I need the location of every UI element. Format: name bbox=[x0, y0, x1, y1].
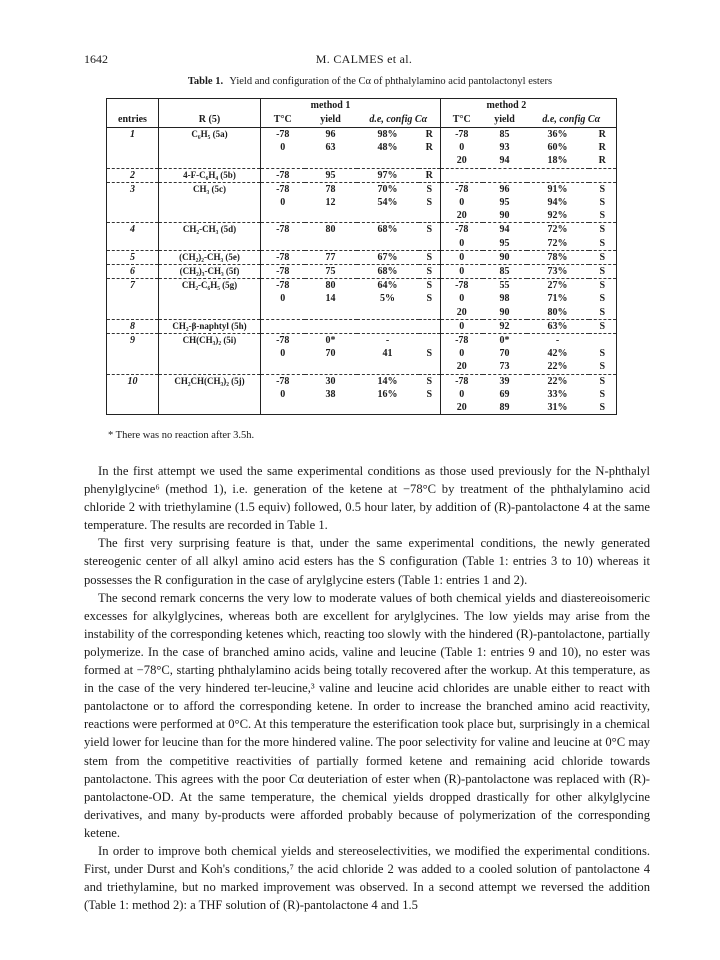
cell-r bbox=[159, 360, 261, 374]
cell-de2: 27% bbox=[547, 280, 568, 292]
cell-cf1 bbox=[419, 209, 441, 223]
cell-cf2: S bbox=[599, 224, 606, 236]
cell-y1: 80 bbox=[325, 224, 336, 236]
cell-y2: 69 bbox=[499, 388, 510, 400]
cell-de1 bbox=[357, 319, 419, 333]
cell-y1: 38 bbox=[325, 388, 336, 400]
cell-cf1 bbox=[419, 401, 441, 415]
cell-t1: -78 bbox=[261, 279, 305, 293]
cell-y1: 0* bbox=[325, 335, 336, 347]
cell-cf2: S bbox=[589, 360, 617, 374]
method1-header: method 1 bbox=[310, 100, 351, 111]
cell-t1: -78 bbox=[261, 128, 305, 142]
cell-de2: 94% bbox=[547, 197, 568, 209]
cell-t2: -78 bbox=[441, 223, 483, 237]
cell-de1: 5% bbox=[380, 293, 395, 305]
cell-cf2: S bbox=[599, 197, 606, 209]
cell-de2: - bbox=[555, 335, 560, 347]
cell-entry bbox=[107, 237, 159, 251]
cell-cf1: S bbox=[419, 250, 441, 264]
cell-y1 bbox=[305, 209, 357, 223]
cell-y1 bbox=[305, 237, 357, 251]
col-entries: entries bbox=[107, 113, 159, 128]
cell-entry bbox=[107, 347, 159, 360]
cell-r bbox=[159, 388, 261, 401]
table-row bbox=[107, 319, 617, 333]
cell-y2: 96 bbox=[499, 183, 510, 195]
col-t1: T°C bbox=[261, 113, 305, 128]
cell-y1: 80 bbox=[325, 280, 336, 292]
cell-de1: 68% bbox=[357, 265, 419, 279]
cell-cf2: S bbox=[599, 183, 606, 195]
cell-entry: 3 bbox=[130, 183, 135, 195]
cell-y1: 78 bbox=[325, 183, 336, 195]
cell-r: CH₂-β-naphtyl (5h) bbox=[159, 319, 261, 333]
cell-t2: 20 bbox=[441, 306, 483, 320]
table-row bbox=[107, 182, 617, 196]
cell-t2: 0 bbox=[441, 319, 483, 333]
cell-y2: 55 bbox=[499, 280, 510, 292]
cell-de1: 97% bbox=[357, 168, 419, 182]
cell-cf1: S bbox=[426, 183, 433, 195]
cell-t2: -78 bbox=[441, 279, 483, 293]
cell-de1: 16% bbox=[377, 388, 398, 400]
cell-de1: 67% bbox=[357, 250, 419, 264]
cell-entry bbox=[107, 388, 159, 401]
cell-y1: 63 bbox=[325, 142, 336, 154]
cell-y2: 95 bbox=[483, 237, 527, 251]
table-row bbox=[107, 360, 617, 374]
cell-cf2: S bbox=[589, 319, 617, 333]
cell-y2: 93 bbox=[499, 142, 510, 154]
cell-de2: 72% bbox=[527, 237, 589, 251]
cell-y2: 90 bbox=[483, 209, 527, 223]
cell-cf2: R bbox=[598, 142, 606, 154]
cell-y1: 77 bbox=[305, 250, 357, 264]
cell-y2: 98 bbox=[499, 293, 510, 305]
cell-t1 bbox=[261, 209, 305, 223]
cell-t2: -78 bbox=[441, 128, 483, 142]
cell-de2: 72% bbox=[547, 224, 568, 236]
cell-t1: -78 bbox=[261, 250, 305, 264]
cell-y1: 14 bbox=[325, 293, 336, 305]
cell-r: CH₂CH(CH₃)₂ (5j) bbox=[159, 374, 261, 388]
cell-t1: -78 bbox=[261, 168, 305, 182]
page-header bbox=[84, 52, 644, 68]
results-table-container bbox=[106, 98, 616, 415]
cell-entry bbox=[107, 141, 159, 154]
cell-entry: 9 bbox=[130, 335, 135, 347]
cell-y1: 12 bbox=[325, 197, 336, 209]
cell-t1: -78 bbox=[261, 265, 305, 279]
cell-cf1: R bbox=[425, 129, 433, 140]
cell-entry bbox=[107, 196, 159, 209]
cell-y2 bbox=[483, 168, 527, 182]
results-table bbox=[106, 98, 617, 415]
cell-cf1: S bbox=[426, 388, 433, 400]
table-body bbox=[107, 128, 617, 415]
cell-de2: 92% bbox=[527, 209, 589, 223]
cell-y1 bbox=[305, 401, 357, 415]
cell-entry: 8 bbox=[107, 319, 159, 333]
cell-t1: 0 bbox=[261, 388, 305, 401]
method2-header: method 2 bbox=[486, 100, 527, 111]
cell-r bbox=[159, 196, 261, 209]
cell-entry bbox=[107, 154, 159, 168]
cell-y2: 92 bbox=[483, 319, 527, 333]
cell-r bbox=[159, 347, 261, 360]
cell-de2: 80% bbox=[527, 306, 589, 320]
cell-de1 bbox=[357, 237, 419, 251]
col-t2: T°C bbox=[441, 113, 483, 128]
cell-de1 bbox=[357, 154, 419, 168]
cell-t1 bbox=[261, 360, 305, 374]
cell-r: CH₃ (5c) bbox=[159, 182, 261, 196]
cell-cf1: S bbox=[426, 197, 433, 209]
paragraph-3: The second remark concerns the very low to moderate values of both chemical yields and diastereoisomeric excesses for alkylglycines, whereas both are excellent for arylglycines. The low yields may arise from the instability of the corresponding ketenes which, reacting too slowly with the hindered (R)-pantolactone, partially polymerize. In the case of branched amino acids, valine and leucine (Table 1: entries 9 and 10), no ester was formed at −78°C, starting phthalylamino acids being totally recovered after the workup. At this temperature, as in the case of the very hindered ter-leucine,³ valine and leucine acid chlorides are unable either to react with pantolactone or to afford the corresponding ketene. In order to increase the branched amino acid reactivity, reactions were performed at 0°C. At this temperature the esterification took place but, surprisingly in a chemical yield lower for leucine than for the more hindered valine. The poor selectivity for valine and leucine at 0°C may stem from the competitive reactivities of partially formed ketene and remaining acid chloride towards pantolactone. This agrees with the poor Cα deuteriation of ester when (R)-pantolactone was replaced with (R)-pantolactone-OD. At the same temperature, the chemical yields dropped drastically for other alkylglycine derivatives, and many by-products were afforded probably because of polymerization of the corresponding ketene. bbox=[84, 590, 650, 840]
cell-de2: 31% bbox=[547, 402, 568, 414]
cell-t2: 20 bbox=[441, 209, 483, 223]
cell-de2: 63% bbox=[527, 319, 589, 333]
cell-t2: -78 bbox=[441, 334, 483, 348]
cell-y1 bbox=[305, 306, 357, 320]
cell-y2: 90 bbox=[483, 306, 527, 320]
cell-de2: 18% bbox=[527, 154, 589, 168]
cell-cf2: S bbox=[589, 237, 617, 251]
cell-y2: 85 bbox=[499, 129, 510, 140]
cell-y1: 30 bbox=[325, 375, 336, 387]
col-yield1: yield bbox=[305, 113, 357, 128]
table-row bbox=[107, 292, 617, 305]
cell-de1: 68% bbox=[377, 224, 398, 236]
table-caption-text: Yield and configuration of the Cα of phthalylamino acid pantolactonyl esters bbox=[229, 76, 553, 87]
cell-cf1: R bbox=[425, 142, 433, 154]
table-row bbox=[107, 141, 617, 154]
cell-y2: 94 bbox=[499, 224, 510, 236]
cell-t1 bbox=[261, 401, 305, 415]
cell-de1: 98% bbox=[377, 129, 398, 140]
table-row bbox=[107, 265, 617, 279]
cell-t1: -78 bbox=[261, 223, 305, 237]
cell-r bbox=[159, 292, 261, 305]
cell-entry: 5 bbox=[107, 250, 159, 264]
cell-r bbox=[159, 209, 261, 223]
cell-r bbox=[159, 141, 261, 154]
cell-t1 bbox=[261, 154, 305, 168]
table-row bbox=[107, 168, 617, 182]
cell-cf1: S bbox=[426, 280, 433, 292]
cell-de2: 78% bbox=[527, 250, 589, 264]
cell-y1: 70 bbox=[325, 348, 336, 360]
cell-t2: -78 bbox=[441, 182, 483, 196]
cell-cf2: S bbox=[589, 265, 617, 279]
table-row bbox=[107, 388, 617, 401]
cell-y2: 90 bbox=[483, 250, 527, 264]
table-row bbox=[107, 334, 617, 348]
cell-y2: 70 bbox=[499, 348, 510, 360]
cell-t1: 0 bbox=[261, 347, 305, 360]
cell-cf2: S bbox=[599, 348, 606, 360]
table-header-row-columns bbox=[107, 113, 617, 128]
cell-cf1: S bbox=[419, 265, 441, 279]
cell-cf1: S bbox=[426, 293, 433, 305]
cell-y2: 0* bbox=[499, 335, 510, 347]
cell-de2: 33% bbox=[547, 388, 568, 400]
cell-t2 bbox=[441, 168, 483, 182]
cell-entry: 6 bbox=[107, 265, 159, 279]
cell-r: CH₂-CH₃ (5d) bbox=[159, 223, 261, 237]
table-row bbox=[107, 306, 617, 320]
cell-cf1 bbox=[419, 237, 441, 251]
running-head: M. CALMES et al. bbox=[315, 52, 413, 66]
cell-y1 bbox=[305, 319, 357, 333]
cell-cf1 bbox=[419, 360, 441, 374]
cell-y2: 39 bbox=[499, 375, 510, 387]
table-caption bbox=[100, 76, 640, 87]
cell-t2: 0 bbox=[441, 196, 483, 209]
cell-t2: 0 bbox=[441, 237, 483, 251]
cell-y2: 85 bbox=[483, 265, 527, 279]
cell-t1: 0 bbox=[261, 196, 305, 209]
cell-de1: 41 bbox=[382, 348, 393, 360]
table-row bbox=[107, 279, 617, 293]
cell-y1: 75 bbox=[305, 265, 357, 279]
table-row bbox=[107, 401, 617, 415]
col-de2: d.e, config Cα bbox=[527, 113, 617, 128]
cell-de1: 64% bbox=[377, 280, 398, 292]
cell-de1 bbox=[357, 306, 419, 320]
cell-cf2: S bbox=[599, 280, 606, 292]
cell-cf1 bbox=[419, 154, 441, 168]
cell-de1: 54% bbox=[377, 197, 398, 209]
paragraph-1: In the first attempt we used the same experimental conditions as those used previously for the N-phthalyl phenylglycine⁶ (method 1), i.e. generation of the ketene at −78°C by treatment of the phthalylamino acid chloride 2 with triethylamine (1.5 equiv) followed, 0.5 hour later, by addition of (R)-pantolactone 4 at the same temperature. The results are recorded in Table 1. bbox=[84, 464, 650, 533]
cell-entry bbox=[107, 306, 159, 320]
cell-de1: - bbox=[385, 335, 390, 347]
cell-de1: 70% bbox=[377, 183, 398, 195]
cell-cf1 bbox=[419, 334, 441, 348]
cell-t2: 20 bbox=[441, 401, 483, 415]
cell-entry: 10 bbox=[127, 375, 138, 387]
cell-entry bbox=[107, 209, 159, 223]
cell-r: (CH₂)₃-CH₃ (5f) bbox=[159, 265, 261, 279]
cell-cf2: S bbox=[599, 388, 606, 400]
col-r: R (5) bbox=[159, 113, 261, 128]
cell-t1 bbox=[261, 237, 305, 251]
cell-de2: 73% bbox=[527, 265, 589, 279]
cell-t1: -78 bbox=[261, 182, 305, 196]
cell-cf2: S bbox=[589, 250, 617, 264]
cell-cf1: S bbox=[426, 224, 433, 236]
cell-t2: 20 bbox=[441, 360, 483, 374]
cell-cf2 bbox=[589, 334, 617, 348]
table-row bbox=[107, 154, 617, 168]
cell-de1: 48% bbox=[377, 142, 398, 154]
cell-de2 bbox=[527, 168, 589, 182]
cell-entry: 4 bbox=[130, 224, 135, 236]
cell-t2: 0 bbox=[441, 388, 483, 401]
cell-t1: -78 bbox=[261, 374, 305, 388]
table-row bbox=[107, 196, 617, 209]
cell-de1 bbox=[357, 360, 419, 374]
cell-cf1: S bbox=[426, 348, 433, 360]
cell-cf1: R bbox=[419, 168, 441, 182]
cell-cf2: S bbox=[599, 293, 606, 305]
cell-r bbox=[159, 401, 261, 415]
page-number: 1642 bbox=[84, 52, 108, 66]
cell-t1: 0 bbox=[261, 292, 305, 305]
cell-r: CH(CH₃)₂ (5i) bbox=[159, 334, 261, 348]
table-footnote: * There was no reaction after 3.5h. bbox=[108, 430, 255, 441]
cell-r: CH₂-C₆H₅ (5g) bbox=[159, 279, 261, 293]
table-row bbox=[107, 347, 617, 360]
table-row bbox=[107, 374, 617, 388]
cell-y2: 94 bbox=[483, 154, 527, 168]
cell-t2: -78 bbox=[441, 374, 483, 388]
cell-cf1 bbox=[419, 306, 441, 320]
cell-t2: 0 bbox=[441, 347, 483, 360]
cell-t2: 0 bbox=[441, 141, 483, 154]
table-row bbox=[107, 128, 617, 142]
cell-de2: 36% bbox=[547, 129, 568, 140]
cell-y1: 96 bbox=[325, 129, 336, 140]
cell-r bbox=[159, 237, 261, 251]
cell-cf2: S bbox=[589, 209, 617, 223]
cell-t1: 0 bbox=[261, 141, 305, 154]
cell-y1 bbox=[305, 154, 357, 168]
cell-r: (CH₂)₂-CH₃ (5e) bbox=[159, 250, 261, 264]
cell-r: 4-F-C₆H₄ (5b) bbox=[159, 168, 261, 182]
cell-y2: 95 bbox=[499, 197, 510, 209]
table-row bbox=[107, 209, 617, 223]
paragraph-2: The first very surprising feature is that, under the same experimental conditions, the newly generated stereogenic center of all alkyl amino acid esters has the S configuration (Table 1: entries 3 to 10) whereas it possesses the R configuration in the case of arylglycine esters (Table 1: entries 1 and 2). bbox=[84, 536, 650, 587]
cell-de2: 22% bbox=[547, 375, 568, 387]
cell-de2: 42% bbox=[547, 348, 568, 360]
cell-entry bbox=[107, 292, 159, 305]
cell-de1 bbox=[357, 209, 419, 223]
table-row bbox=[107, 237, 617, 251]
paragraph-4: In order to improve both chemical yields and stereoselectivities, we modified the experimental conditions. First, under Durst and Koh's conditions,⁷ the acid chloride 2 was added to a cooled solution of pantolactone 4 and triethylamine, but no marked improvement was observed. In a second attempt we reversed the addition (Table 1: method 2): a THF solution of (R)-pantolactone 4 and 1.5 bbox=[84, 843, 650, 913]
col-de1: d.e, config Cα bbox=[357, 113, 441, 128]
col-yield2: yield bbox=[483, 113, 527, 128]
cell-entry: 2 bbox=[107, 168, 159, 182]
cell-de2: 91% bbox=[547, 183, 568, 195]
cell-cf2: R bbox=[589, 154, 617, 168]
cell-cf2: S bbox=[589, 306, 617, 320]
cell-de2: 71% bbox=[547, 293, 568, 305]
cell-y1: 95 bbox=[305, 168, 357, 182]
cell-r bbox=[159, 154, 261, 168]
cell-cf2: S bbox=[599, 375, 606, 387]
cell-t1 bbox=[261, 319, 305, 333]
cell-y2: 73 bbox=[483, 360, 527, 374]
cell-cf1: S bbox=[426, 375, 433, 387]
cell-r bbox=[159, 306, 261, 320]
cell-cf1 bbox=[419, 319, 441, 333]
cell-t1: -78 bbox=[261, 334, 305, 348]
table-header-row-methods bbox=[107, 99, 617, 114]
cell-y1 bbox=[305, 360, 357, 374]
cell-entry bbox=[107, 401, 159, 415]
cell-entry: 7 bbox=[130, 280, 135, 292]
cell-r: C₆H₅ (5a) bbox=[159, 128, 261, 142]
table-caption-label: Table 1. bbox=[187, 76, 224, 87]
cell-cf2: R bbox=[598, 129, 606, 140]
cell-cf2 bbox=[589, 168, 617, 182]
cell-entry: 1 bbox=[130, 129, 135, 140]
table-row bbox=[107, 223, 617, 237]
cell-entry bbox=[107, 360, 159, 374]
body-text bbox=[84, 462, 650, 914]
cell-t2: 0 bbox=[441, 265, 483, 279]
cell-de1: 14% bbox=[377, 375, 398, 387]
cell-t2: 0 bbox=[441, 250, 483, 264]
cell-t2: 20 bbox=[441, 154, 483, 168]
cell-de2: 22% bbox=[527, 360, 589, 374]
cell-y2: 89 bbox=[499, 402, 510, 414]
cell-t2: 0 bbox=[441, 292, 483, 305]
cell-cf2: S bbox=[599, 402, 606, 414]
table-row bbox=[107, 250, 617, 264]
cell-t1 bbox=[261, 306, 305, 320]
cell-de2: 60% bbox=[547, 142, 568, 154]
cell-de1 bbox=[357, 401, 419, 415]
